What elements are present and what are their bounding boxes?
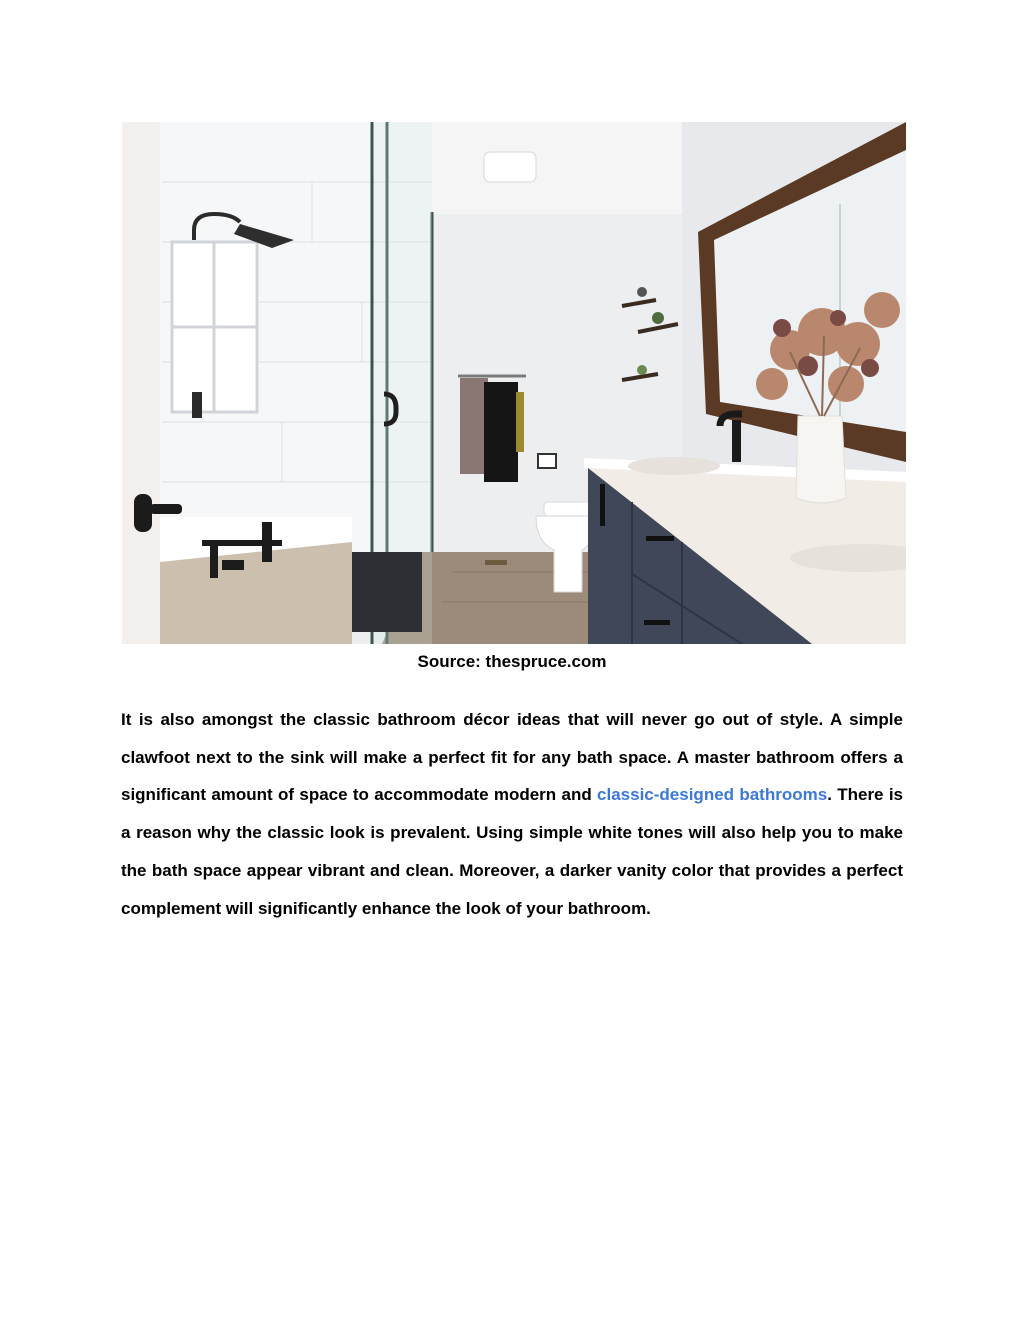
classic-designed-bathrooms-link[interactable]: classic-designed bathrooms <box>597 785 828 805</box>
image-caption: Source: thespruce.com <box>417 652 607 671</box>
paragraph-text-after-link: . There is a reason why the classic look is prevalent. Using simple white tones will also help you to make the bath space appear vibrant and clean. Moreover, a darker vanity color that provides a perfect complement will significantly enhance the look of your bathroom. <box>121 785 903 918</box>
paragraph-text-before-link: It is also amongst the classic bathroom décor ideas that will never go out of style. A simple clawfoot next to the sink will make a perfect fit for any bath space. A master bathroom offers a significant amount of space to accommodate modern and <box>121 710 903 805</box>
bathroom-photo <box>122 122 906 644</box>
article-paragraph <box>121 701 903 927</box>
